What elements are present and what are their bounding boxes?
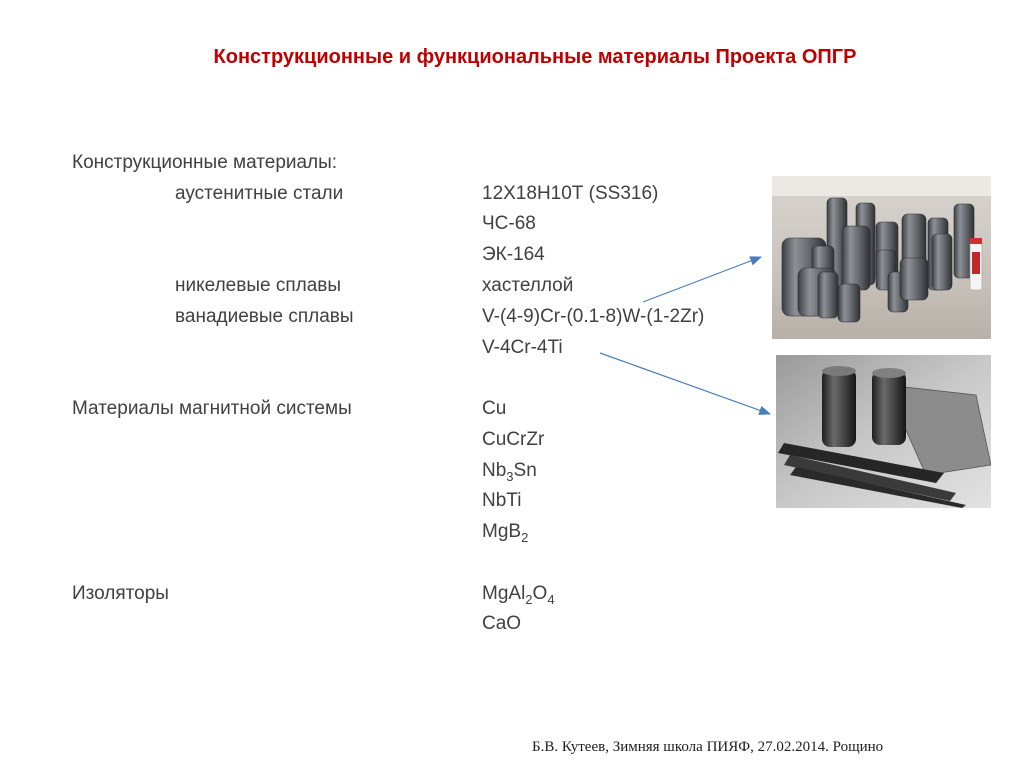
magnetic-item-cu: Cu <box>482 398 507 419</box>
nickel-item: хастеллой <box>482 275 574 296</box>
magnetic-heading: Материалы магнитной системы <box>72 398 352 419</box>
magnetic-item-nbti: NbTi <box>482 490 522 511</box>
nickel-label: никелевые сплавы <box>175 275 342 296</box>
structural-heading: Конструкционные материалы: <box>72 152 338 173</box>
vanadium-item: V-(4-9)Cr-(0.1-8)W-(1-2Zr) <box>482 306 705 327</box>
magnetic-item-nb3sn: $Nb_3Sn$ <box>482 460 537 484</box>
footer-author: Б.В. Кутеев, Зимняя школа ПИЯФ, 27.02.2014. Рощино <box>532 739 884 755</box>
magnetic-item-cucrzr: CuCrZr <box>482 429 545 450</box>
magnetic-item-mgb2: MgB$_2$ <box>482 521 529 545</box>
austenitic-item: ЧС-68 <box>482 213 536 234</box>
arrow-to-steel-photo <box>643 257 761 302</box>
austenitic-label: аустенитные стали <box>175 183 344 204</box>
vanadium-item: V-4Cr-4Ti <box>482 337 563 358</box>
insulators-heading: Изоляторы <box>72 583 169 604</box>
slide-title: Конструкционные и функциональные материалы Проекта ОПГР <box>213 46 857 68</box>
austenitic-item: ЭК-164 <box>482 244 545 265</box>
vanadium-label: ванадиевые сплавы <box>175 306 354 327</box>
insulator-item-cao: CaO <box>482 613 522 634</box>
arrow-to-vanadium-photo <box>600 353 770 414</box>
austenitic-item: 12Х18Н10Т (SS316) <box>482 183 659 204</box>
insulator-item-mgal2o4: $MgAl_2O_4$ <box>482 583 555 607</box>
